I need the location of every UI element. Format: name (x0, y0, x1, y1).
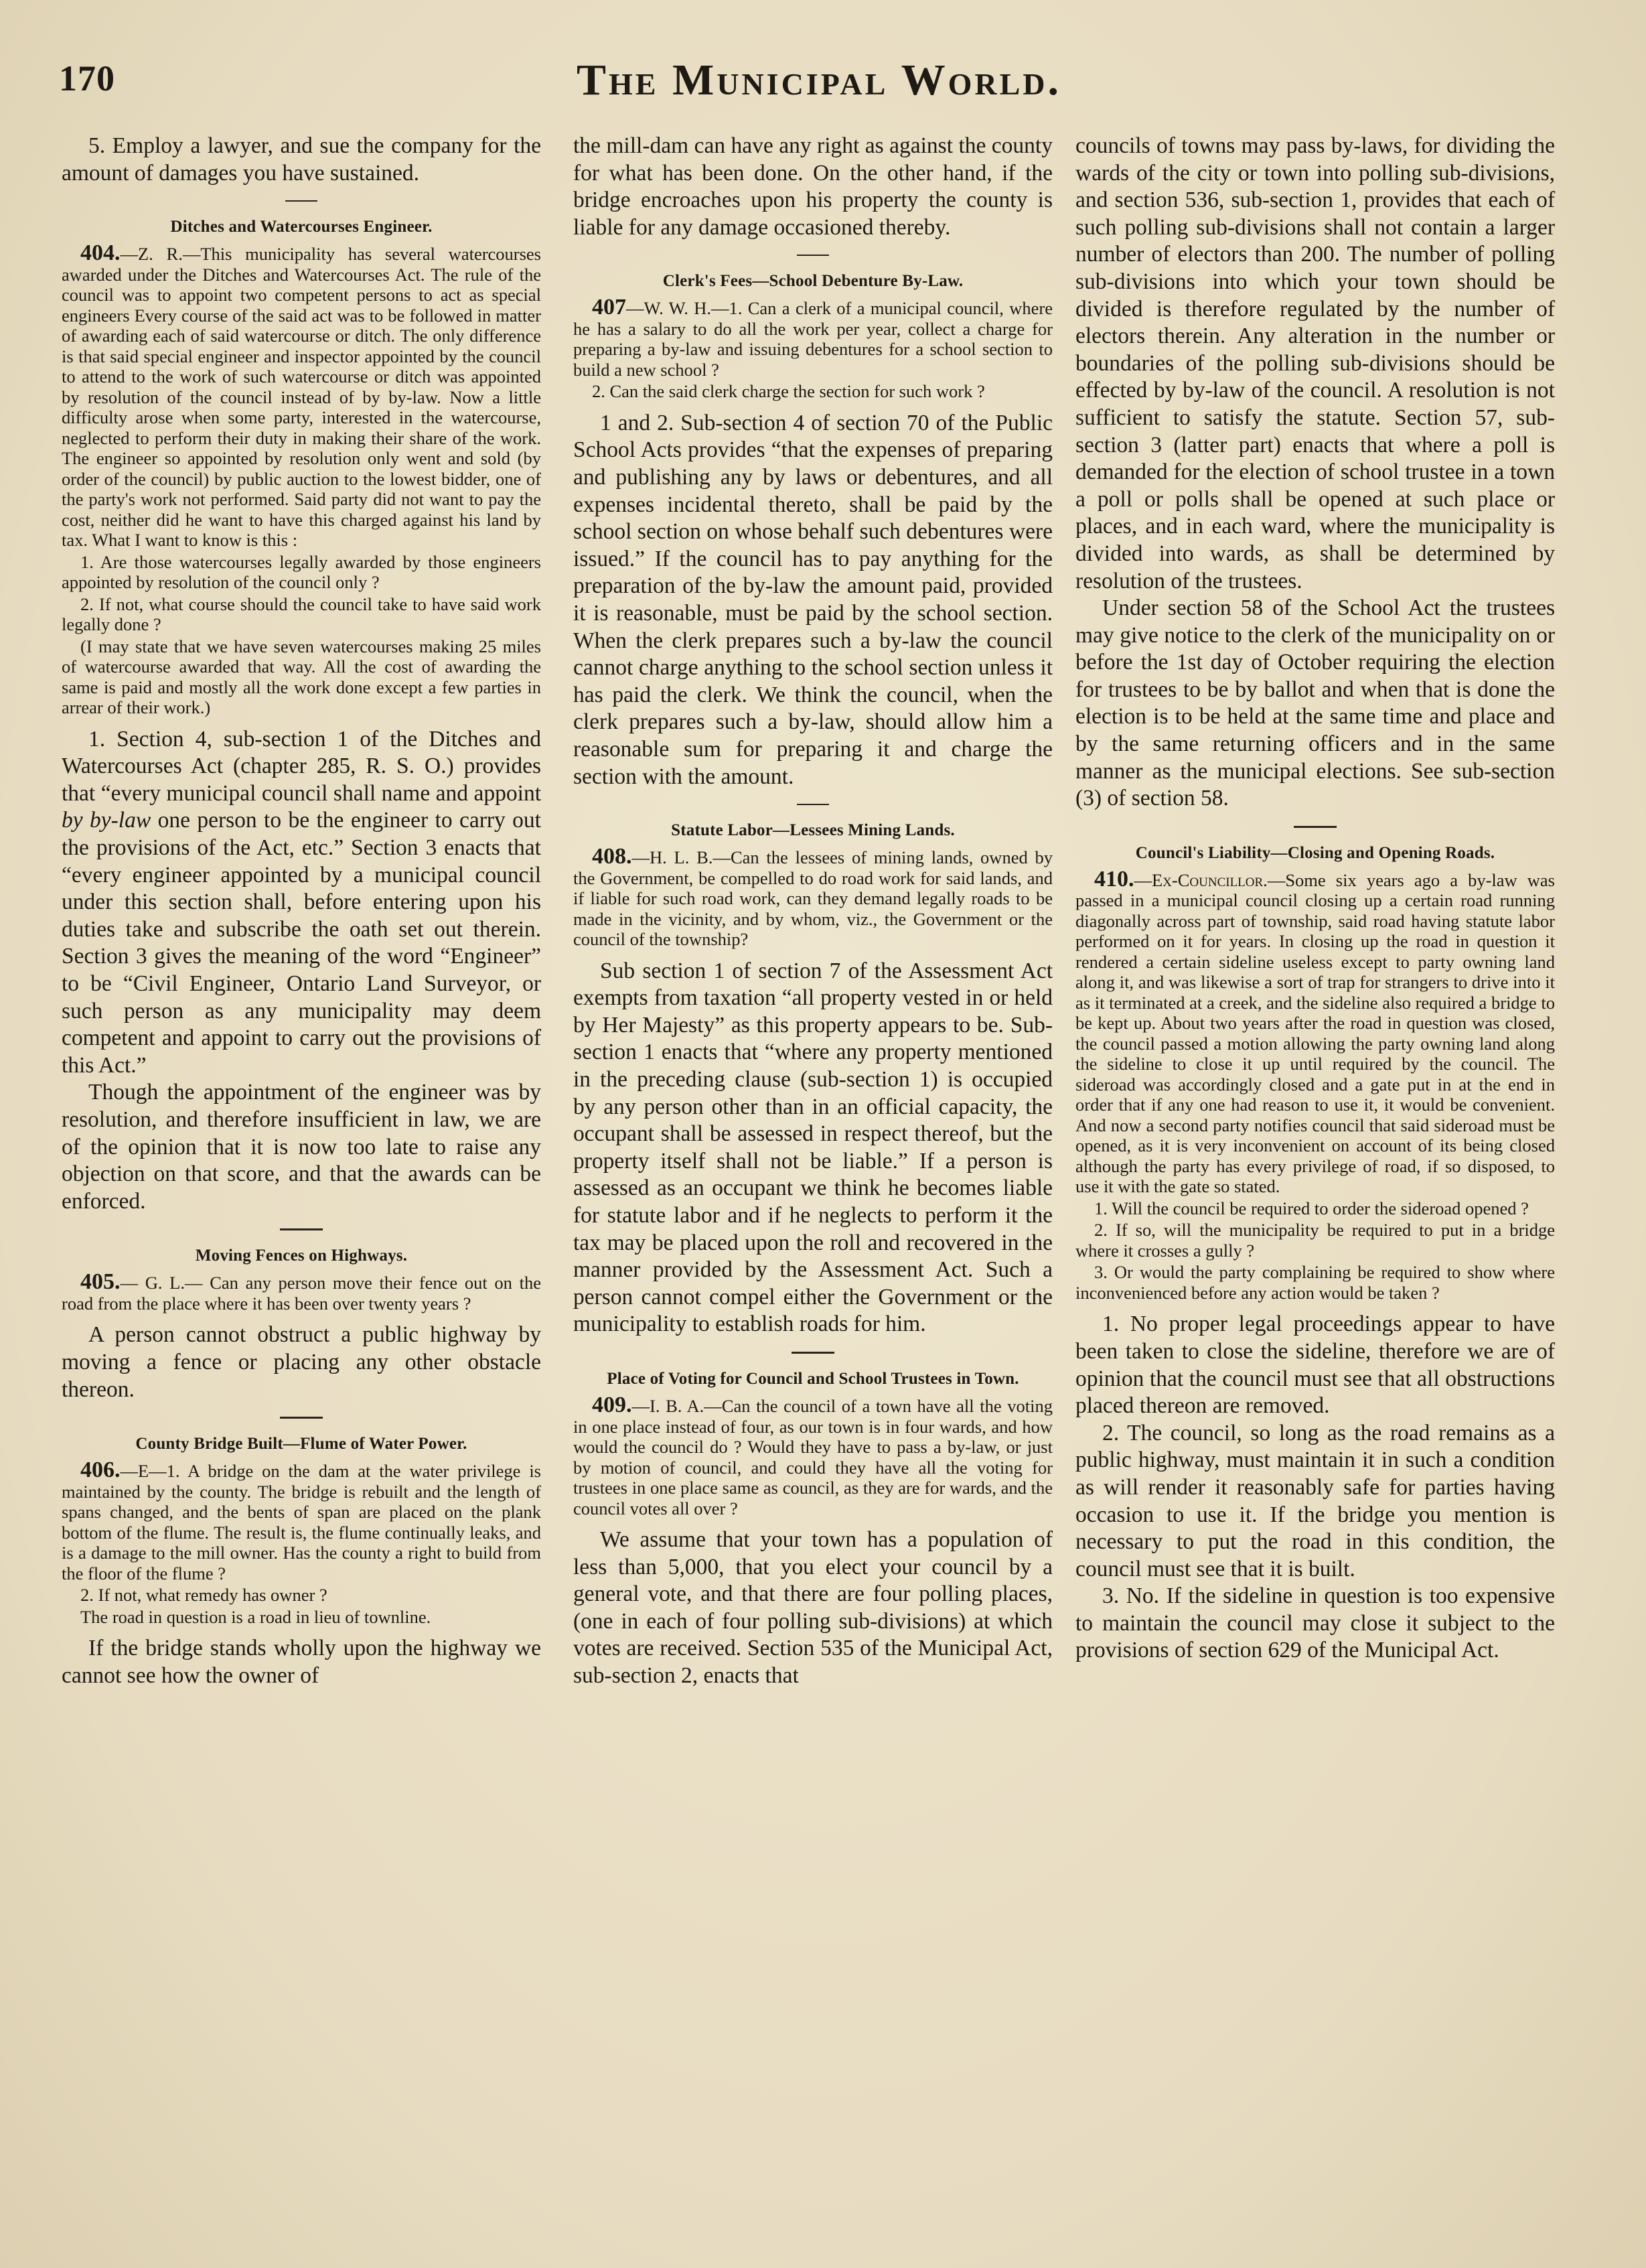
masthead-title: The Municipal World. (576, 56, 1062, 104)
question-signature: —Ex-Councillor. (1134, 869, 1268, 890)
section-divider (280, 1417, 323, 1419)
question-text: —E—1. A bridge on the dam at the water privilege is maintained by the county. The bridge is rebuilt and the length of spans changed, and the bents of span are placed on the plank bottom of the flume. The result is, the flume continually leaks, and is a damage to the mill owner. Has the county a right to build from the floor of the flume ? (62, 1461, 541, 1583)
question-number: 405. (80, 1269, 121, 1295)
answer-paragraph: We assume that your town has a population of less than 5,000, that you elect your council by a general vote, and that there are four polling places, (one in each of four polling sub-divisions) at which votes are received. Section 535 of the Municipal Act, sub-section 2, enacts that (573, 1527, 1053, 1688)
question-text: —H. L. B.—Can the lessees of mining lands, owned by the Government, be compelled to do road work for said lands, and if liable for such road work, can they demand legally roads to be made in the vicinity, and by whom, viz., the Government or the council of the township? (573, 847, 1053, 950)
question-item: (I may state that we have seven watercourses making 25 miles of watercourse awarded that way. All the cost of awarding the same is paid and mostly all the work done except a few parties in arrear of their work.) (62, 636, 541, 718)
question-406 (62, 1460, 541, 1627)
answer-paragraph: 2. The council, so long as the road remains as a public highway, must maintain it in such a condition as will render it reasonably safe for parties having occasion to use it. If the bridge you mention is necessary to put the road in this condition, the council must see that it is built. (1075, 1420, 1555, 1581)
section-divider (280, 1228, 323, 1230)
question-heading-407: Clerk's Fees—School Debenture By-Law. (662, 272, 964, 291)
page-number: 170 (59, 58, 115, 98)
question-item: 1. Are those watercourses legally awarded by those engineers appointed by resolution of the council only ? (62, 551, 541, 593)
question-407 (573, 297, 1053, 402)
section-divider (797, 804, 829, 805)
question-number: 410. (1094, 866, 1134, 892)
question-number: 409. (592, 1393, 632, 1417)
column-3 (1075, 133, 1555, 1664)
question-item: 1. Will the council be required to order the sideroad opened ? (1094, 1198, 1529, 1218)
question-text: —W. W. H.—1. Can a clerk of a municipal council, where he has a salary to do all the work per year, collect a charge for preparing a by-law and issuing debentures for a school section to build a new school ? (573, 298, 1053, 380)
question-heading-404: Ditches and Watercourses Engineer. (170, 218, 433, 236)
answer-paragraph: If the bridge stands wholly upon the highway we cannot see how the owner of (62, 1636, 541, 1688)
question-number: 406. (80, 1458, 121, 1483)
question-405 (62, 1269, 541, 1314)
answer-paragraph: 5. Employ a lawyer, and sue the company for the amount of damages you have sustained. (62, 133, 541, 186)
answer-paragraph: 1 and 2. Sub-section 4 of section 70 of the Public School Acts provides “that the expenses of preparing and publishing any by laws or debentures, and all expenses incidental thereto, shall be paid by the school section on whose behalf such debentures were issued.” If the council has to pay anything for the preparation of the by-law the amount paid, provided it is reasonable, must be paid by the school section. When the clerk prepares such a by-law the council cannot charge anything to the school section unless it has paid the clerk. We think the council, when the clerk prepares such a by-law, should allow him a reasonable sum for preparing it and charge the section with the amount. (573, 410, 1053, 789)
question-item: 2. If not, what course should the council take to have said work legally done ? (62, 593, 541, 635)
section-divider (1294, 826, 1337, 828)
question-410 (1075, 866, 1555, 1303)
emphasis-text: by by-law (62, 808, 151, 833)
answer-paragraph: Under section 58 of the School Act the trustees may give notice to the clerk of the municipality on or before the 1st day of October requiring the election for trustees to be by ballot and when that is done the election is to be held at the same time and place and by the same returning officers and in the same manner as the municipal elections. See sub-section (3) of section 58. (1075, 595, 1555, 811)
question-item: 2. If so, will the municipality be required to put in a bridge where it crosses a gully ? (1075, 1220, 1555, 1261)
question-heading-408: Statute Labor—Lessees Mining Lands. (671, 821, 955, 840)
answer-paragraph: 3. No. If the sideline in question is too expensive to maintain the council may close it subject to the provisions of section 629 of the Municipal Act. (1075, 1583, 1555, 1663)
question-text: —Z. R.—This municipality has several watercourses awarded under the Ditches and Watercourses Act. The rule of the council was to appoint two competent persons to act as special engineers Every course of the said act was to be followed in matter of awarding each of said watercourse or ditch. The only difference is that said special engineer and inspector appointed by the council to attend to the work of such watercourse or ditch was appointed by resolution of the council instead of by by-law. Now a little difficulty arose when some party, interested in the watercourse, neglected to perform their duty in making their share of the work. The engineer so appointed by resolution only went and sold (by order of the council) by public auction to the lowest bidder, one of the party's work not performed. Said party did not want to pay the cost, neither did he want to have this charged against his land by tax. What I want to know is this : (62, 244, 541, 551)
question-heading-409: Place of Voting for Council and School Trustees in Town. (607, 1370, 1019, 1388)
question-408 (573, 844, 1053, 950)
answer-paragraph: 1. Section 4, sub-section 1 of the Ditches and Watercourses Act (chapter 285, R. S. O.) provides that “every municipal council shall name and appoint by by-law one person to be the engineer to carry out the provisions of the Act, etc.” Section 3 enacts that “every engineer appointed by a municipal council under this section shall, before entering upon his duties take and subscribe the oath set out therein. Section 3 gives the meaning of the word “Engineer” to be “Civil Engineer, Ontario Land Surveyor, or such person as any municipality may deem competent and appoint to carry out the provisions of this Act.” (62, 726, 541, 1078)
question-409 (573, 1395, 1053, 1518)
question-number: 408. (592, 844, 632, 869)
question-heading-405: Moving Fences on Highways. (195, 1247, 408, 1265)
column-1 (62, 133, 541, 1689)
section-divider (285, 200, 317, 202)
question-item: 2. If not, what remedy has owner ? (80, 1585, 327, 1606)
question-404 (62, 240, 541, 718)
question-item: 2. Can the said clerk charge the section for such work ? (592, 381, 985, 402)
answer-paragraph: 1. No proper legal proceedings appear to have been taken to close the sideline, therefore we are of opinion that the council must see that all obstructions placed thereon are removed. (1075, 1312, 1555, 1419)
question-number: 404. (80, 240, 121, 266)
answer-paragraph: Sub section 1 of section 7 of the Assessment Act exempts from taxation “all property vested in or held by Her Majesty” as this property appears to be. Sub-section 1 enacts that “where any property mentioned in the preceding clause (sub-section 1) is occupied by any person other than in an official capacity, the occupant shall be assessed in respect thereof, but the property itself shall not be liable.” If a person is assessed as an occupant we think he becomes liable for statute labor and if he neglects to perform it the tax may be placed upon the roll and recovered in the manner provided by the Assessment Act. Such a person cannot compel either the Government or the municipality to establish roads for him. (573, 958, 1053, 1337)
question-heading-406: County Bridge Built—Flume of Water Power. (135, 1435, 467, 1454)
section-divider (797, 255, 829, 256)
question-item: 3. Or would the party complaining be required to show where inconvenienced before any action would be taken ? (1075, 1262, 1555, 1303)
answer-paragraph: councils of towns may pass by-laws, for dividing the wards of the city or town into polling sub-divisions, and section 536, sub-section 1, provides that each of such polling sub-divisions shall not contain a larger number of electors than 200. The number of polling sub-divisions into which your town should be divided is therefore regulated by the number of electors therein. Any alteration in the number or boundaries of the polling sub-divisions should be effected by by-law of the council. A resolution is not sufficient to satisfy the statute. Section 57, sub-section 3 (latter part) enacts that where a poll is demanded for the election of school trustee in a town a poll or polls shall be opened at such place or places, and in each ward, where the municipality is divided into wards, as shall be determined by resolution of the trustees. (1075, 133, 1555, 593)
answer-paragraph: Though the appointment of the engineer was by resolution, and therefore insufficient in law, we are of the opinion that it is now too late to raise any objection on that score, and that the awards can be enforced. (62, 1080, 541, 1214)
answer-paragraph: A person cannot obstruct a public highway by moving a fence or placing any other obstacle thereon. (62, 1322, 541, 1402)
column-2 (573, 133, 1053, 1690)
page-header (59, 48, 1579, 109)
question-text: —I. B. A.—Can the council of a town have all the voting in one place instead of four, as our town is in four wards, and how would the council do ? Would they have to pass a by-law, or just by motion of council, and could they have all the voting for trustees in one place same as council, as they are for wards, and the council votes all over ? (573, 1396, 1053, 1518)
section-divider (792, 1352, 834, 1354)
question-number: 407 (592, 295, 626, 320)
question-item: The road in question is a road in lieu of townline. (80, 1606, 431, 1627)
question-heading-410: Council's Liability—Closing and Opening Roads. (1135, 843, 1495, 862)
question-text: — G. L.— Can any person move their fence out on the road from the place where it has been over twenty years ? (62, 1273, 541, 1314)
question-text: —Some six years ago a by-law was passed in a municipal council closing up a certain road running diagonally across part of township, said road having statute labor performed on it for years. In closing up the road in question it rendered a certain sideline useless except to party owning land along it, and was likewise a sort of trap for strangers to drive into it as it terminated at a creek, and the sideline also required a bridge to be kept up. About two years after the road in question was closed, the council passed a motion allowing the party owning land along the sideline to close it up until required by the council. The sideroad was accordingly closed and a gate put in at the end in order that if any one had reason to use it, it would be convenient. And now a second party notifies council that said sideroad must be opened, as it is very inconvenient on account of its being closed although the party has every privilege of road, if so disposed, to use it with the gate so stated. (1075, 869, 1555, 1197)
answer-paragraph: the mill-dam can have any right as against the county for what has been done. On the other hand, if the bridge encroaches upon his property the county is liable for any damage occasioned thereby. (573, 133, 1053, 240)
